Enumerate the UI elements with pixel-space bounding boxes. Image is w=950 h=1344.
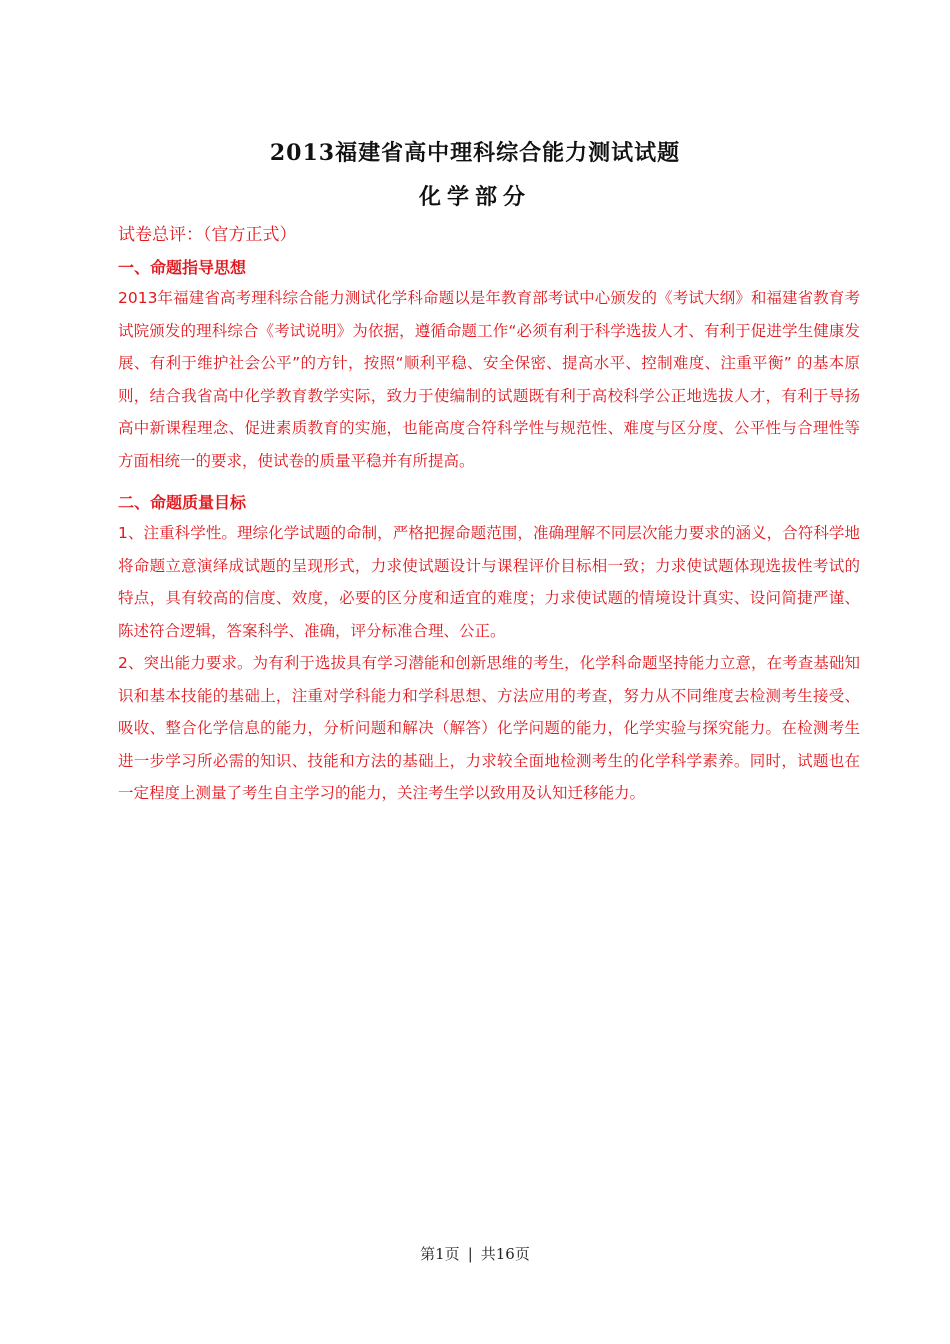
page-total: 共16页 bbox=[480, 1245, 530, 1263]
page-footer bbox=[0, 1243, 950, 1264]
document-subtitle: 化学部分 bbox=[418, 184, 531, 210]
footer-separator: | bbox=[467, 1245, 473, 1263]
document-body bbox=[118, 222, 860, 810]
section-heading-guiding-principle: 一、命题指导思想 bbox=[118, 258, 247, 277]
page-number: 第1页 bbox=[420, 1245, 460, 1263]
paragraph: 2、突出能力要求。为有利于选拔具有学习潜能和创新思维的考生，化学科命题坚持能力立意，在考查基础知识和基本技能的基础上，注重对学科能力和学科思想、方法应用的考查，努力从不同维度去检测考生接受、吸收、整合化学信息的能力，分析问题和解决（解答）化学问题的能力，化学实验与探究能力。在检测考生进一步学习所必需的知识、技能和方法的基础上，力求较全面地检测考生的化学科学素养。同时，试题也在一定程度上测量了考生自主学习的能力，关注考生学以致用及认知迁移能力。 bbox=[118, 654, 860, 802]
document-title: 2013福建省高中理科综合能力测试试题 bbox=[269, 140, 681, 166]
paragraph: 1、注重科学性。理综化学试题的命制，严格把握命题范围，准确理解不同层次能力要求的涵义，合符科学地将命题立意演绎成试题的呈现形式，力求使试题设计与课程评价目标相一致；力求使试题体现选拔性考试的特点，具有较高的信度、效度，必要的区分度和适宜的难度；力求使试题的情境设计真实、设问简捷严谨、陈述符合逻辑，答案科学、准确，评分标准合理、公正。 bbox=[118, 524, 860, 640]
section-heading-quality-goals: 二、命题质量目标 bbox=[118, 493, 247, 512]
review-label: 试卷总评：（官方正式） bbox=[118, 225, 297, 245]
paragraph: 2013年福建省高考理科综合能力测试化学科命题以是年教育部考试中心颁发的《考试大纲》和福建省教育考试院颁发的理科综合《考试说明》为依据，遵循命题工作“必须有利于科学选拔人才、有利于促进学生健康发展、有利于维护社会公平”的方针，按照“顺利平稳、安全保密、提高水平、控制难度、注重平衡” 的基本原则，结合我省高中化学教育教学实际，致力于使编制的试题既有利于高校科学公正地选拔人才，有利于导扬高中新课程理念、促进素质教育的实施，也能高度合符科学性与规范性、难度与区分度、公平性与合理性等方面相统一的要求，使试卷的质量平稳并有所提高。 bbox=[118, 289, 860, 470]
